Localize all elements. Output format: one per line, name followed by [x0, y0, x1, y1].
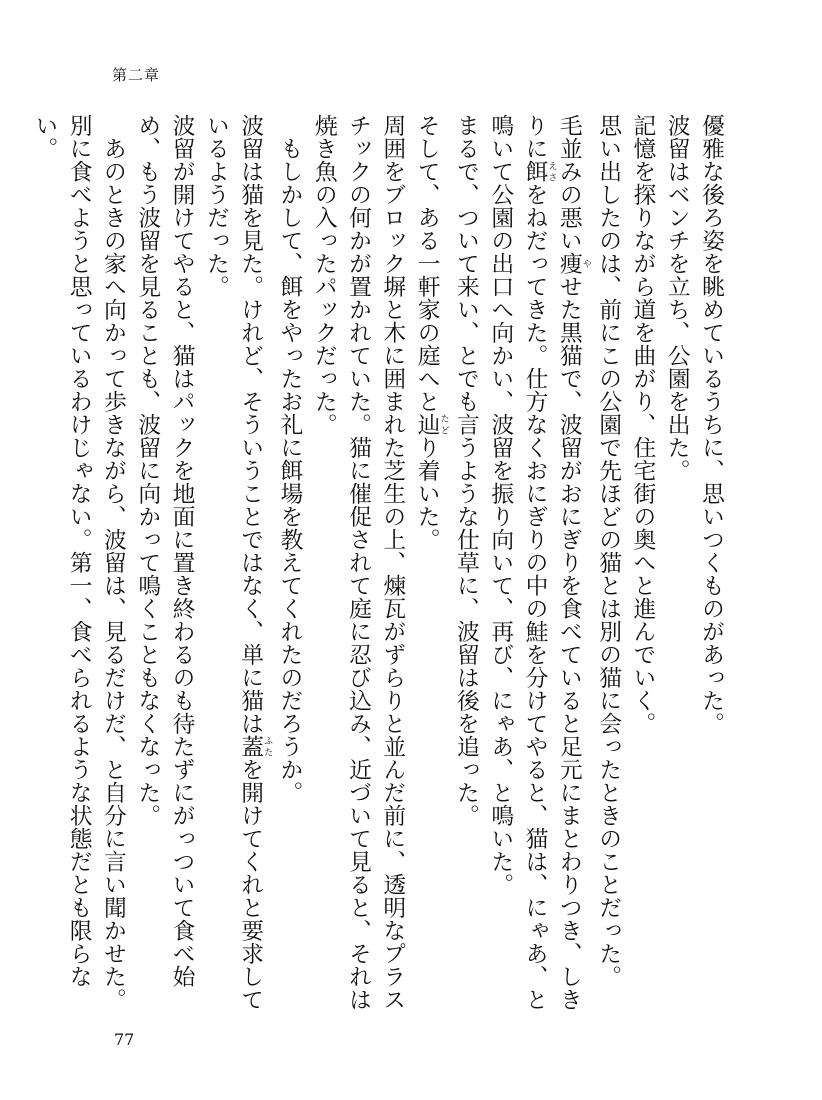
body-text — [31, 114, 728, 1014]
ruby-word — [413, 413, 449, 436]
ruby-base: 辿 — [413, 413, 440, 436]
text-run: り着いた。 — [413, 436, 440, 551]
ruby-reading: えさ — [546, 160, 557, 183]
text-run: 毛並みの悪い — [555, 114, 582, 252]
paragraph — [409, 114, 448, 1014]
paragraph: 別に食べようと思っているわけじゃない。第一、食べられるような状態だとも限らない。 — [31, 114, 92, 988]
ruby-reading: や — [580, 252, 591, 275]
paragraph: 優雅な後ろ姿を眺めているうちに、思いつくものがあった。 — [698, 114, 724, 735]
paragraph: まるで、ついて来い、とでも言うような仕草に、波留は後を追った。 — [452, 114, 479, 827]
page-number: 77 — [114, 1030, 135, 1049]
text-run: せた黒猫で、波留がおにぎりを食べていると足元にまとわりつき、しきりに — [521, 114, 582, 1011]
paragraph: 波留が開けてやると、猫はパックを地面に置き終わるのも待たずにがっついて食べ始め、もう波留を見ることも、波留に向かって鳴くこともなくなった。 — [134, 114, 195, 988]
paragraph: 思い出したのは、前にこの公園で先ほどの猫とは別の猫に会ったときのことだった。 — [595, 114, 622, 988]
paragraph: もしかして、餌をやったお礼に餌場を教えてくれたのだろうか。 — [276, 136, 303, 804]
paragraph: 波留はベンチを立ち、公園を出た。 — [663, 114, 690, 482]
ruby-word — [555, 252, 591, 275]
text-run: そして、ある一軒家の庭へと — [413, 114, 440, 413]
paragraph: あのときの家へ向かって歩きながら、波留は、見るだけだ、と自分に言い聞かせた。 — [99, 136, 126, 1011]
paragraph — [483, 114, 591, 1014]
ruby-reading: たど — [438, 413, 449, 436]
ruby-word — [521, 160, 557, 183]
ruby-reading: ふた — [262, 735, 273, 758]
paragraph: 周囲をブロック塀と木に囲まれた芝生の上、煉瓦がずらりと並んだ前に、透明なプラスチックの何かが置かれていた。猫に催促されて庭に忍び込み、近づいて見ると、それは焼き魚の入ったパックだった。 — [310, 114, 406, 1011]
chapter-header: 第二章 — [112, 66, 161, 84]
ruby-base: 餌 — [521, 160, 548, 183]
ruby-word — [237, 735, 273, 758]
text-run: をねだってきた。仕方なくおにぎりの中の鮭を分けてやると、猫は、にゃあ、と鳴いて公園の出口へ向かい、波留を振り向いて、再び、にゃあ、と鳴いた。 — [487, 114, 548, 1011]
text-run: を開けてくれと要求しているようだった。 — [202, 114, 264, 1011]
text-run: 波留は猫を見た。けれど、そういうことではなく、単に猫は — [237, 114, 264, 735]
paragraph — [199, 114, 273, 1014]
paragraph: 記憶を探りながら道を曲がり、住宅街の奥へと進んでいく。 — [629, 114, 656, 735]
ruby-base: 蓋 — [237, 735, 264, 758]
ruby-base: 痩 — [555, 252, 582, 275]
